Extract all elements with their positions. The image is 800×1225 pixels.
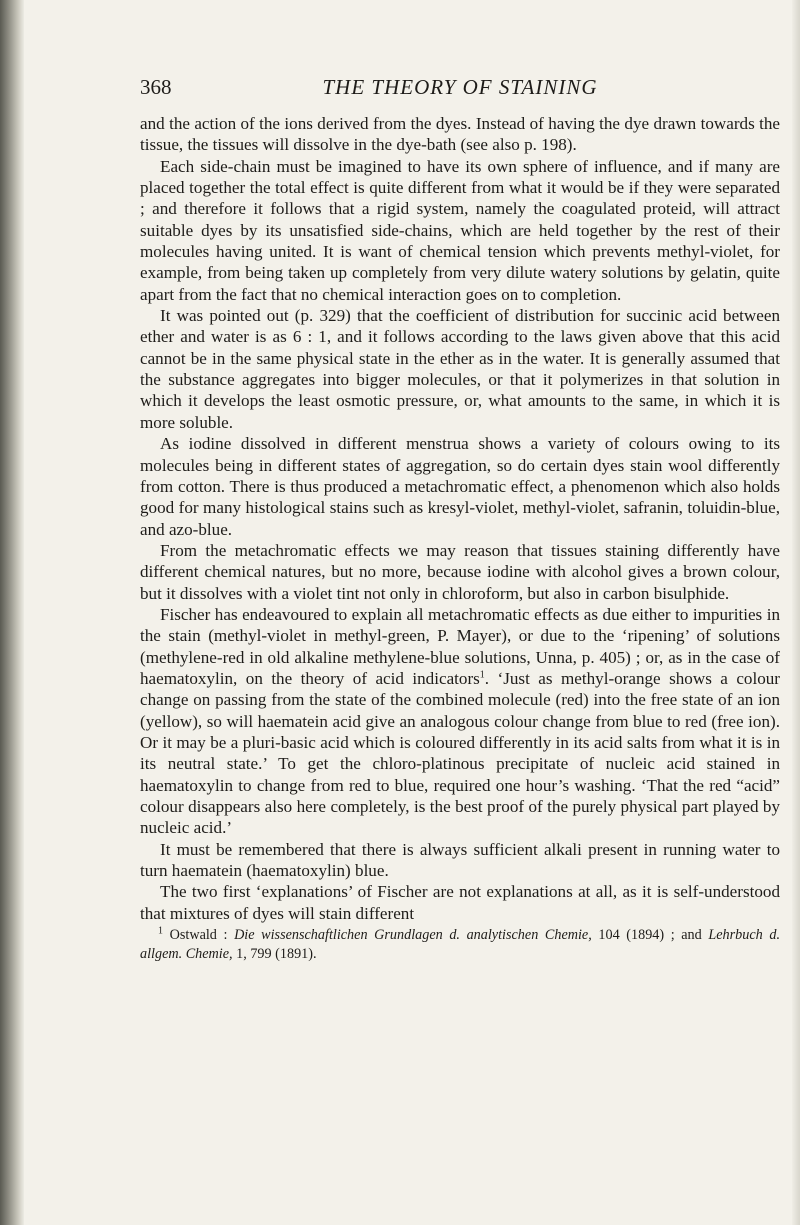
footnote-title: Die wissenschaftlichen Grundlagen d. analytischen Chemie, [234, 927, 592, 944]
footnote [140, 926, 780, 964]
paragraph: As iodine dissolved in different menstrua shows a variety of colours owing to its molecules being in different states of aggregation, so do certain dyes stain wool differently from cotton. There is thus produced a metachromatic effect, a phenomenon which also holds good for many histological stains such as kresyl-violet, methyl-violet, safranin, toluidin-blue, and azo-blue. [140, 434, 780, 539]
paragraph: From the metachromatic effects we may reason that tissues staining differently have different chemical natures, but no more, because iodine with alcohol gives a brown colour, but it dissolves with a violet tint not only in chloroform, but also in carbon bisulphide. [140, 540, 780, 603]
paragraph: The two first ‘explanations’ of Fischer are not explanations at all, as it is self-understood that mixtures of dyes will stain different [140, 882, 780, 923]
footnote-marker: 1 [158, 925, 163, 937]
running-head: THE THEORY OF STAINING [322, 75, 598, 99]
paragraph-text: Fischer has endeavoured to explain all metachromatic effects as due either to impurities in the stain (methyl-violet in methyl-green, P. Mayer), or due to the ‘ripening’ of solutions (methylene-red in old alkaline methylene-blue solutions, Unna, p. 405) ; or, as in the case of haematoxylin, on the theory of acid indicators [140, 604, 780, 688]
paragraph: It must be remembered that there is always sufficient alkali present in running water to turn haematein (haematoxylin) blue. [140, 839, 780, 881]
page-body [140, 113, 780, 964]
paragraph: and the action of the ions derived from the dyes. Instead of having the dye drawn towards the tissue, the tissues will dissolve in the dye-bath (see also p. 198). [140, 114, 780, 155]
footnote-reference-detail: 1, 799 (1891). [236, 946, 317, 963]
page-header [140, 75, 780, 105]
paragraph: Each side-chain must be imagined to have its own sphere of influence, and if many are placed together the total effect is quite different from what it would be if they were separated ; and therefore it follows that a rigid system, namely the coagulated proteid, will attract suitable dyes by its unsatisfied side-chains, which are held together by the rest of their molecules having united. It is want of chemical tension which prevents methyl-violet, for example, from being taken up completely from very dilute watery solutions by gelatin, quite apart from the fact that no chemical interaction goes on to completion. [140, 156, 780, 304]
footnote-title: Lehrbuch d. allgem. Chemie, [140, 927, 780, 963]
page-edge [792, 0, 800, 1225]
book-spine-shadow [0, 0, 24, 1225]
page-number: 368 [140, 75, 172, 99]
footnote-reference-detail: 104 (1894) ; and [598, 927, 702, 944]
footnote-author: Ostwald : [169, 927, 228, 944]
paragraph: Fischer has endeavoured to explain all metachromatic effects as due either to impurities in the stain (methyl-violet in methyl-green, P. Mayer), or due to the ‘ripening’ of solutions (methylene-red in old alkaline methylene-blue solutions, Unna, p. 405) ; or, as in the case of haematoxylin, on the theory of acid indicators$^1$. ‘Just as methyl-orange shows a colour change on passing from the state of the combined molecule (red) into the free state of an ion (yellow), so will haematein acid give an analogous colour change from blue to red (free ion). Or it may be a pluri-basic acid which is coloured differently in its acid salts from what it is in its neutral state.’ To get the chloro-platinous precipitate of nucleic acid stained in haematoxylin to change from red to blue, required one hour’s washing. ‘That the red “acid” colour disappears also here completely, is the best proof of the purely physical part played by nucleic acid.’ [140, 604, 781, 838]
paragraph: It was pointed out (p. 329) that the coefficient of distribution for succinic acid between ether and water is as 6 : 1, and it follows according to the laws given above that this acid cannot be in the same physical state in the ether as in the water. It is generally assumed that the substance aggregates into bigger molecules, or that it polymerizes in that solution in which it develops the least osmotic pressure, or, what amounts to the same, in which it is more soluble. [140, 306, 780, 432]
footnote-reference: 1 [479, 669, 485, 681]
quotation: ‘Just as methyl-orange shows a colour change on passing from the state of the combined molecule (red) into the free state of an ion (yellow), so will haematein acid give an analogous colour change from blue to red (free ion). Or it may be a pluri-basic acid which is coloured differently in its acid salts from what it is in its neutral state.’ To get the chloro-platinous precipitate of nucleic acid stained in haematoxylin to change from red to blue, required one hour’s washing. ‘That the red “acid” colour disappears also here completely, is the best proof of the purely physical part played by nucleic acid.’ [140, 668, 781, 838]
